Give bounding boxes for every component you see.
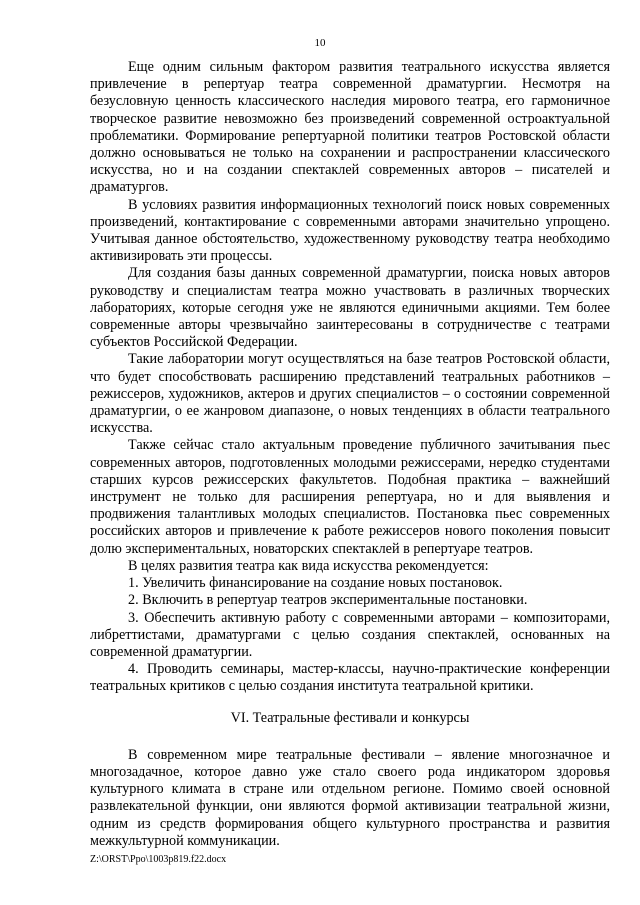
paragraph: Такие лаборатории могут осуществляться на базе театров Ростовской области, что будет способствовать расширению представлений театральных работников – режиссеров, художников, актеров и других специалистов – о состоянии современной драматургии, о ее жанровом диапазоне, о новых тенденциях в области театрального искусства. xyxy=(90,351,610,437)
recommendation-item: 4. Проводить семинары, мастер-классы, научно-практические конференции театральных критиков с целью создания института театральной критики. xyxy=(90,661,610,695)
recommendation-item: 2. Включить в репертуар театров экспериментальные постановки. xyxy=(128,592,528,609)
paragraph: Еще одним сильным фактором развития театрального искусства является привлечение в репертуар театра современной драматургии. Несмотря на безусловную ценность классического наследия мирового театра, его гармоничное творческое развитие невозможно без произведений современной остроактуальной проблематики. Формирование репертуарной политики театров Ростовской области должно основываться не только на сохранении и распространении классического искусства, но и на создании спектаклей современных авторов – писателей и драматургов. xyxy=(90,59,610,196)
section-heading: VI. Театральные фестивали и конкурсы xyxy=(230,709,470,726)
recommendation-item: 1. Увеличить финансирование на создание новых постановок. xyxy=(128,575,503,592)
paragraph: В современном мире театральные фестивали – явление многозначное и многозадачное, которое давно уже стало своего рода индикатором здоровья культурного климата в стране или отдельном регионе. Помимо своей основной развлекательной функции, они являются формой активизации театральной жизни, одним из средств формирования общего культурного пространства и развития межкультурной коммуникации. xyxy=(90,746,610,849)
paragraph: Для создания базы данных современной драматургии, поиска новых авторов руководству и специалистам театра можно участвовать в различных творческих лабораториях, которые сегодня уже не являются единичными акциями. Тем более современные авторы чрезвычайно заинтересованы в сотрудничестве с театрами субъектов Российской Федерации. xyxy=(90,265,610,351)
file-path-footer: Z:\ORST\Ppo\1003p819.f22.docx xyxy=(90,854,227,865)
paragraph: Также сейчас стало актуальным проведение публичного зачитывания пьес современных авторов, подготовленных молодыми режиссерами, нередко студентами старших курсов режиссерских факультетов. Подобная практика – важнейший инструмент не только для расширения репертуара, но и для выявления и продвижения талантливых молодых специалистов. Постановка пьес современных российских авторов и привлечение к работе режиссеров нового поколения повысит долю экспериментальных, новаторских спектаклей в репертуаре театров. xyxy=(90,437,610,557)
paragraph: В условиях развития информационных технологий поиск новых современных произведений, контактирование с современными авторами значительно упрощено. Учитывая данное обстоятельство, художественному руководству театра необходимо активизировать эти процессы. xyxy=(90,196,610,265)
page-number: 10 xyxy=(314,37,326,49)
document-body xyxy=(90,59,610,850)
paragraph: В целях развития театра как вида искусства рекомендуется: xyxy=(128,557,489,574)
recommendation-item: 3. Обеспечить активную работу с современными авторами – композиторами, либреттистами, драматургами с целью создания спектаклей, основанных на современной драматургии. xyxy=(90,609,610,660)
